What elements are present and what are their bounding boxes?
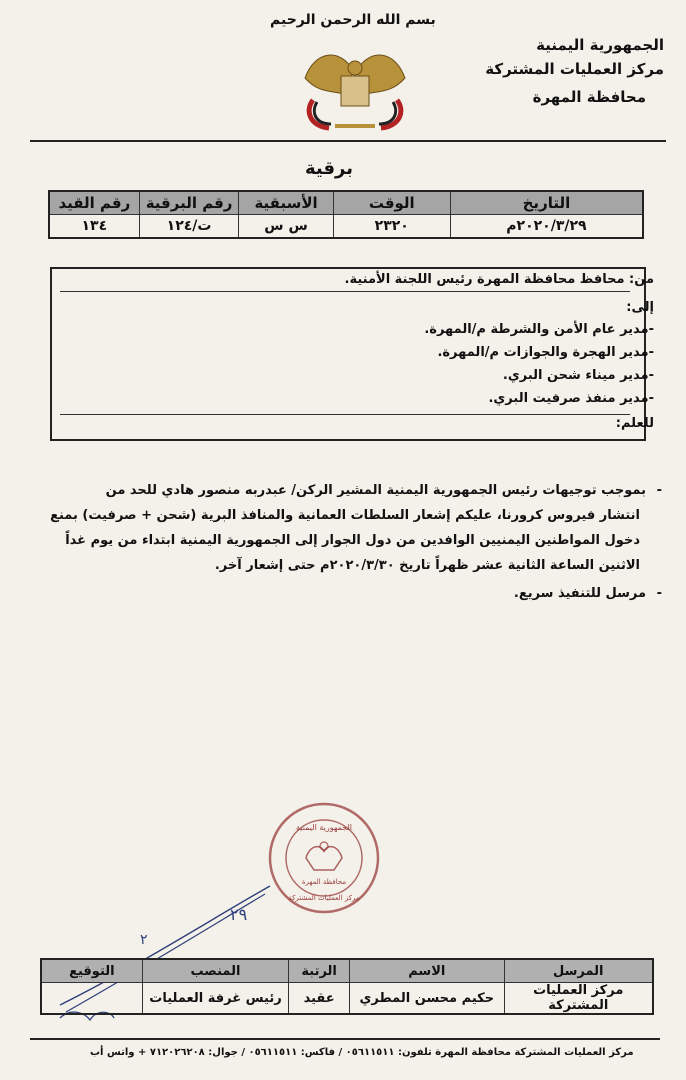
footer-divider [30, 1038, 660, 1040]
signature-table [40, 958, 654, 1015]
body-line: دخول المواطنين اليمنيين الوافدين من دول الجوار إلى الجمهورية اليمنية ابتداء من يوم غداً [65, 533, 640, 548]
recipient-item: -مدير ميناء شحن البري. [502, 368, 654, 383]
meta-record-number: ١٣٤ [49, 215, 139, 239]
meta-time: ٢٣٢٠ [333, 215, 450, 239]
stamp-text: مركز العمليات المشتركة [288, 894, 360, 902]
meta-priority: س س [239, 215, 333, 239]
body-line: الاثنين الساعة الثانية عشر ظهراً تاريخ ٢٠٢٠/٣/٣٠م حتى إشعار آخر. [214, 558, 640, 573]
sign-sender: مركز العمليات المشتركة [504, 983, 653, 1015]
cc-divider [60, 414, 630, 415]
yemen-emblem-icon [295, 40, 415, 140]
meta-header-cable-number: رقم البرقية [139, 191, 239, 215]
from-line: من: محافظ محافظة المهرة رئيس اللجنة الأمنية. [344, 272, 654, 287]
recipient-item: -مدير الهجرة والجوازات م/المهرة. [437, 345, 654, 360]
sign-header-sender: المرسل [504, 959, 653, 983]
sign-signature-cell [41, 983, 142, 1015]
meta-header-time: الوقت [333, 191, 450, 215]
from-divider [60, 291, 630, 292]
meta-header-record-number: رقم القيد [49, 191, 139, 215]
bullet-marker: - [656, 483, 662, 498]
meta-cable-number: ت/١٢٤ [139, 215, 239, 239]
footer-contact: مركز العمليات المشتركة محافظة المهرة تلفون: ٠٥٦١١٥١١ / فاكس: ٠٥٦١١٥١١ / جوال: ٧١٢٠٢٦٢٠٨ + واتس أب [90, 1047, 634, 1058]
meta-header-priority: الأسبقية [239, 191, 333, 215]
sign-header-position: المنصب [142, 959, 288, 983]
header-divider [30, 140, 666, 142]
handwritten-note: ٢ [140, 932, 148, 948]
header-governorate: محافظة المهرة [532, 88, 646, 106]
recipient-item: -مدير عام الأمن والشرطة م/المهرة. [424, 322, 654, 337]
bullet-marker: - [656, 586, 662, 601]
recipient-item: -مدير منفذ صرفيت البري. [488, 391, 654, 406]
sign-position: رئيس غرفة العمليات [142, 983, 288, 1015]
meta-header-date: التاريخ [450, 191, 643, 215]
header-country: الجمهورية اليمنية [536, 36, 664, 54]
meta-date: ٢٠٢٠/٣/٢٩م [450, 215, 643, 239]
cc-label: للعلم: [615, 416, 654, 431]
bismillah-text: بسم الله الرحمن الرحيم [270, 12, 436, 28]
meta-table [48, 190, 644, 239]
sign-header-rank: الرتبة [289, 959, 350, 983]
header-center: مركز العمليات المشتركة [485, 60, 664, 78]
stamp-text: الجمهورية اليمنية [295, 823, 353, 832]
document-title: برقية [305, 158, 354, 179]
sign-name: حكيم محسن المطري [350, 983, 504, 1015]
body-line: انتشار فيروس كرورنا، عليكم إشعار السلطات العمانية والمنافذ البرية (شحن + صرفيت) بمنع [50, 508, 640, 523]
official-stamp [266, 800, 382, 916]
sign-rank: عقيد [289, 983, 350, 1015]
to-label: إلى: [626, 300, 654, 315]
sign-header-name: الاسم [350, 959, 504, 983]
body-line: بموجب توجيهات رئيس الجمهورية اليمنية المشير الركن/ عبدربه منصور هادي للحد من [105, 483, 646, 498]
sign-header-signature: التوقيع [41, 959, 142, 983]
stamp-text: محافظة المهرة [301, 878, 347, 886]
body-closing: مرسل للتنفيذ سريع. [513, 586, 646, 601]
handwritten-note: ٢٩ [230, 905, 248, 924]
